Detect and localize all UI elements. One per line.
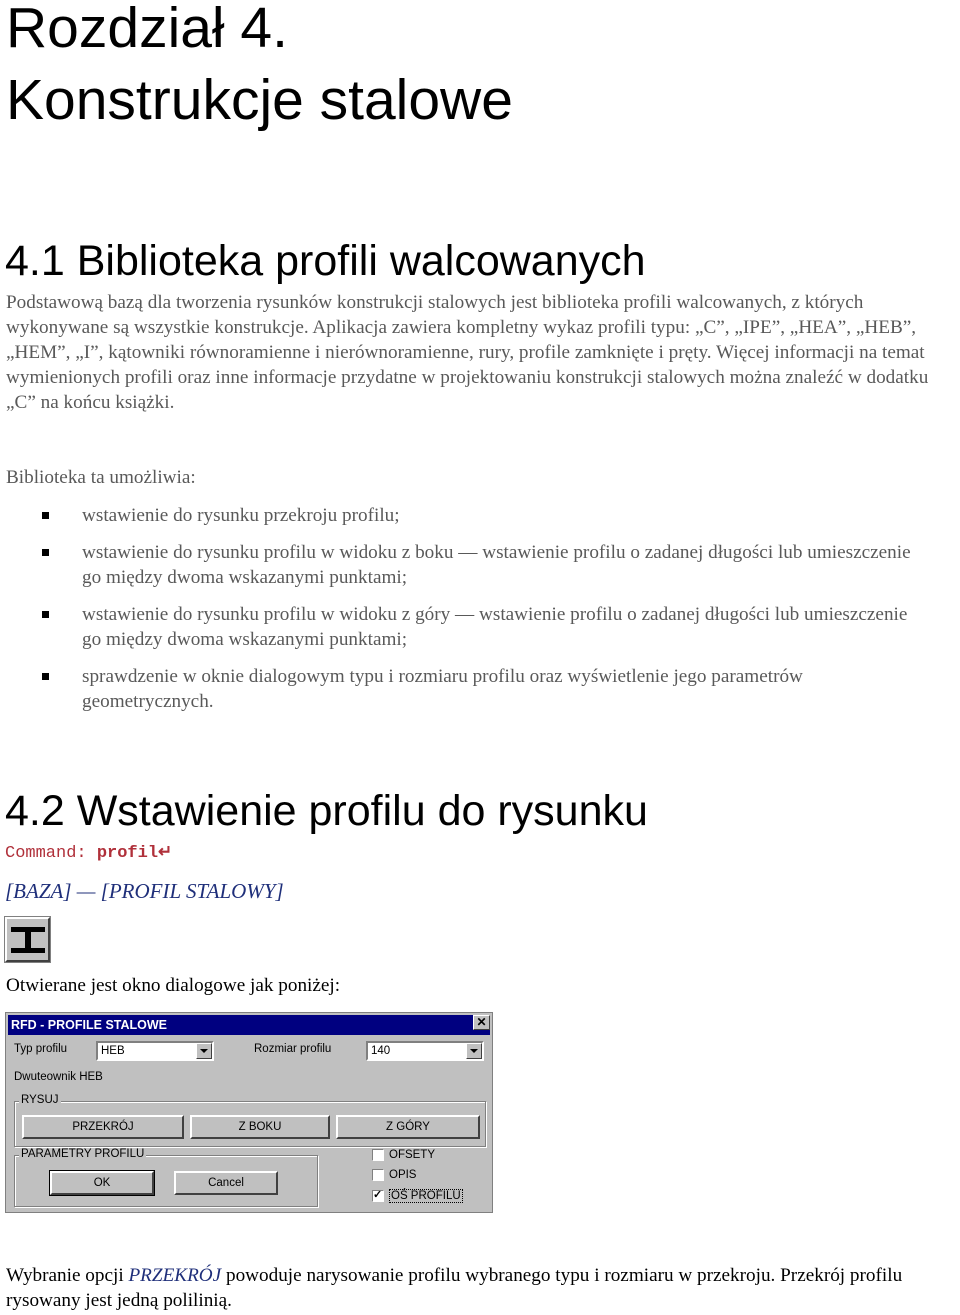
profile-dialog (5, 1012, 493, 1213)
ok-button[interactable]: OK (50, 1171, 154, 1195)
draw-group-label: RYSUJ (21, 1094, 59, 1106)
list-item: wstawienie do rysunku profilu w widoku z boku — wstawienie profilu o zadanej długości lub umieszczenie go między dwoma wskazanymi punktami; (0, 540, 960, 590)
chapter-title-line2: Konstrukcje stalowe (6, 68, 513, 132)
profile-size-select[interactable]: 140 (366, 1041, 484, 1061)
bullet-square-icon (42, 549, 49, 556)
profile-description: Dwuteownik HEB (14, 1071, 103, 1083)
chapter-title-line1: Rozdział 4. (6, 0, 288, 60)
list-item: wstawienie do rysunku profilu w widoku z góry — wstawienie profilu o zadanej długości lub umieszczenie go między dwoma wskazanymi punktami; (0, 602, 960, 652)
profile-type-select[interactable]: HEB (96, 1041, 214, 1061)
top-view-button[interactable]: Z GÓRY (336, 1115, 480, 1139)
feature-list (0, 503, 960, 726)
profile-size-label: Rozmiar profilu (254, 1043, 332, 1055)
closing-paragraph: Wybranie opcji PRZEKRÓJ powoduje narysowanie profilu wybranego typu i rozmiaru w przekroju. Przekrój profilu rysowany jest jedną polilinią. (6, 1265, 903, 1311)
section-button[interactable]: PRZEKRÓJ (22, 1115, 184, 1139)
close-icon[interactable]: ✕ (473, 1015, 490, 1030)
description-checkbox[interactable]: OPIS (372, 1169, 416, 1181)
checkbox-box[interactable] (372, 1149, 384, 1161)
dialog-titlebar: RFD - PROFILE STALOWE (8, 1015, 490, 1035)
params-group-label: PARAMETRY PROFILU (21, 1148, 145, 1160)
section-1-paragraph: Podstawową bazą dla tworzenia rysunków konstrukcji stalowych jest biblioteka profili walcowanych, z których wykonywane są wszystkie konstrukcje. Aplikacja zawiera kompletny wykaz profili typu: „C”, „IPE”, „HEA”, „HEB”, „HEM”, „I”, kątowniki równoramienne i nierównoramienne, rury, profile zamknięte i pręty. Więcej informacji na temat wymienionych profili oraz inne informacje przydatne w projektowaniu konstrukcji stalowych można znaleźć w dodatku „C” na końcu książki. (6, 292, 929, 413)
cancel-button[interactable]: Cancel (174, 1171, 278, 1195)
list-item: wstawienie do rysunku przekroju profilu; (0, 503, 960, 528)
list-intro: Biblioteka ta umożliwia: (6, 467, 196, 488)
section-1-heading: 4.1 Biblioteka profili walcowanych (5, 237, 646, 285)
profile-type-label: Typ profilu (14, 1043, 68, 1055)
checkmark-icon[interactable] (372, 1190, 384, 1202)
bullet-square-icon (42, 673, 49, 680)
menu-path: [BAZA] — [PROFIL STALOWY] (5, 879, 284, 903)
dialog-intro: Otwierane jest okno dialogowe jak poniżej: (6, 975, 341, 996)
profile-axis-checkbox[interactable]: ✓ OŚ PROFILU (372, 1189, 463, 1203)
list-item: sprawdzenie w oknie dialogowym typu i rozmiaru profilu oraz wyświetlenie jego parametrów geometrycznych. (0, 664, 960, 714)
option-name: PRZEKRÓJ (128, 1265, 222, 1286)
chevron-down-icon[interactable] (466, 1043, 482, 1059)
checkbox-box[interactable] (372, 1169, 384, 1181)
bullet-square-icon (42, 611, 49, 618)
side-view-button[interactable]: Z BOKU (190, 1115, 330, 1139)
chevron-down-icon[interactable] (196, 1043, 212, 1059)
command-line: Command: profil↵ (5, 844, 173, 863)
i-beam-icon[interactable] (5, 917, 50, 962)
bullet-square-icon (42, 512, 49, 519)
offsets-checkbox[interactable]: OFSETY (372, 1149, 435, 1161)
section-2-heading: 4.2 Wstawienie profilu do rysunku (5, 787, 648, 835)
